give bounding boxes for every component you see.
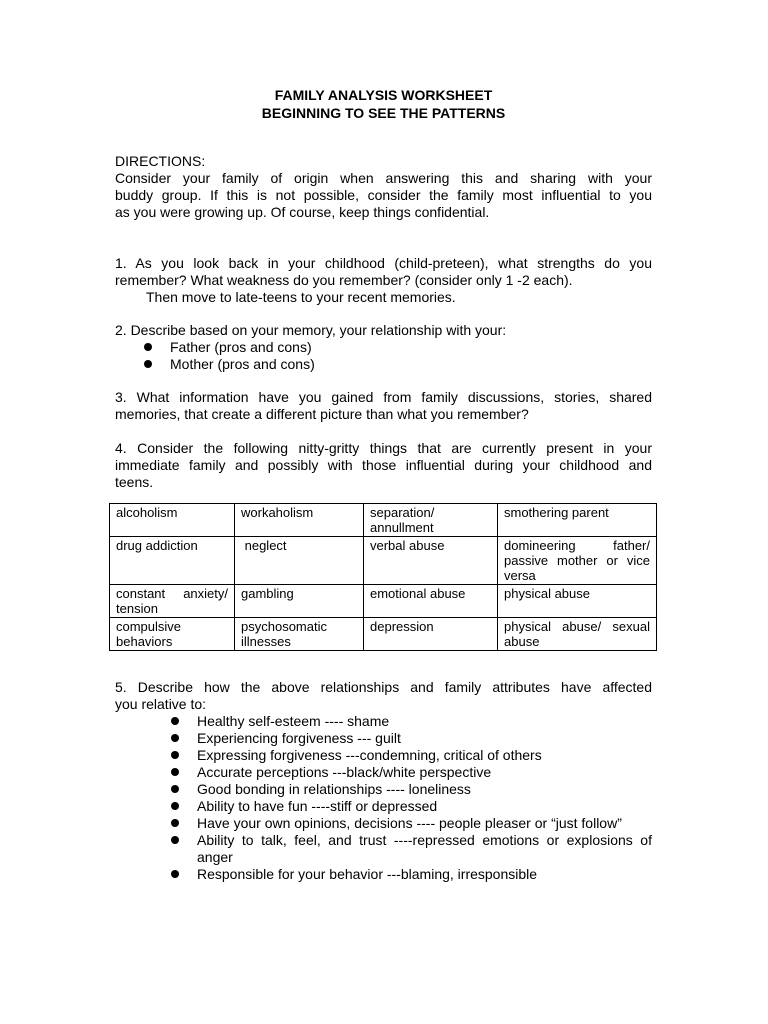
attributes-table [109, 503, 657, 651]
table-cell: compulsive behaviors [110, 618, 235, 651]
list-item-text: Ability to talk, feel, and trust ----repressed emotions or explosions of anger [197, 832, 652, 865]
bullet-icon [171, 836, 179, 844]
q4-line-1: 4. Consider the following nitty-gritty things that are currently present in your [115, 440, 652, 456]
q1-line-2: remember? What weakness do you remember? (consider only 1 -2 each). [115, 272, 573, 288]
directions-section [115, 153, 652, 221]
q4-line-3: teens. [115, 474, 154, 490]
directions-line-2: buddy group. If this is not possible, consider the family most influential to you [115, 187, 652, 203]
list-item-text: Father (pros and cons) [170, 339, 312, 355]
q4-line-2: immediate family and possibly with those influential during your childhood and [115, 457, 652, 473]
table-row [110, 618, 657, 651]
bullet-icon [171, 734, 179, 742]
q5-line-1: 5. Describe how the above relationships and family attributes have affected [115, 679, 652, 695]
q1-line-1: 1. As you look back in your childhood (child-preteen), what strengths do you [115, 255, 652, 271]
bullet-icon [171, 870, 179, 878]
directions-line-3: as you were growing up. Of course, keep things confidential. [115, 204, 490, 220]
list-item [115, 815, 652, 832]
q3-line-1: 3. What information have you gained from family discussions, stories, shared [115, 389, 652, 405]
bullet-icon [144, 360, 152, 368]
table-row [110, 537, 657, 585]
bullet-icon [171, 717, 179, 725]
list-item [115, 747, 652, 764]
bullet-icon [171, 819, 179, 827]
q1-line-3: Then move to late-teens to your recent memories. [146, 289, 456, 305]
list-item-text: Mother (pros and cons) [170, 356, 315, 372]
list-item [115, 713, 652, 730]
list-item [115, 730, 652, 747]
question-4 [115, 440, 652, 491]
list-item-text: Expressing forgiveness ---condemning, critical of others [197, 747, 542, 763]
q2-line-1: 2. Describe based on your memory, your relationship with your: [115, 322, 507, 338]
list-item [115, 781, 652, 798]
question-1 [115, 255, 652, 306]
list-item [115, 832, 652, 866]
table-cell: gambling [235, 585, 364, 618]
list-item [115, 356, 652, 373]
bullet-icon [144, 343, 152, 351]
bullet-icon [171, 768, 179, 776]
table-cell: verbal abuse [364, 537, 498, 585]
list-item-text: Have your own opinions, decisions ---- people pleaser or “just follow” [197, 815, 622, 831]
list-item [115, 764, 652, 781]
directions-heading: DIRECTIONS: [115, 153, 206, 169]
table-cell: alcoholism [110, 504, 235, 537]
q5-line-2: you relative to: [115, 696, 207, 712]
table-row [110, 585, 657, 618]
question-5 [115, 679, 652, 883]
list-item-text: Responsible for your behavior ---blaming, irresponsible [197, 866, 538, 882]
list-item [115, 866, 652, 883]
table-cell: smothering parent [498, 504, 657, 537]
table-cell: workaholism [235, 504, 364, 537]
list-item-text: Accurate perceptions ---black/white perspective [197, 764, 492, 780]
table-cell: neglect [235, 537, 364, 585]
table-cell: drug addiction [110, 537, 235, 585]
table-cell: domineering father/ passive mother or vice versa [498, 537, 657, 585]
question-3 [115, 389, 652, 423]
table-cell: depression [364, 618, 498, 651]
bullet-icon [171, 802, 179, 810]
bullet-icon [171, 785, 179, 793]
table-cell: constant anxiety/ tension [110, 585, 235, 618]
table-cell: physical abuse [498, 585, 657, 618]
list-item-text: Experiencing forgiveness --- guilt [197, 730, 401, 746]
table-cell: separation/ annullment [364, 504, 498, 537]
table-row [110, 504, 657, 537]
page-title: FAMILY ANALYSIS WORKSHEET [274, 87, 493, 103]
list-item [115, 798, 652, 815]
bullet-icon [171, 751, 179, 759]
list-item [115, 339, 652, 356]
page-subtitle: BEGINNING TO SEE THE PATTERNS [261, 105, 506, 121]
table-cell: emotional abuse [364, 585, 498, 618]
q3-line-2: memories, that create a different picture than what you remember? [115, 406, 529, 422]
question-2 [115, 322, 652, 373]
directions-line-1: Consider your family of origin when answering this and sharing with your [115, 170, 652, 186]
table-cell: psychosomatic illnesses [235, 618, 364, 651]
list-item-text: Ability to have fun ----stiff or depressed [197, 798, 438, 814]
list-item-text: Good bonding in relationships ---- loneliness [197, 781, 471, 797]
table-cell: physical abuse/ sexual abuse [498, 618, 657, 651]
list-item-text: Healthy self-esteem ---- shame [197, 713, 390, 729]
